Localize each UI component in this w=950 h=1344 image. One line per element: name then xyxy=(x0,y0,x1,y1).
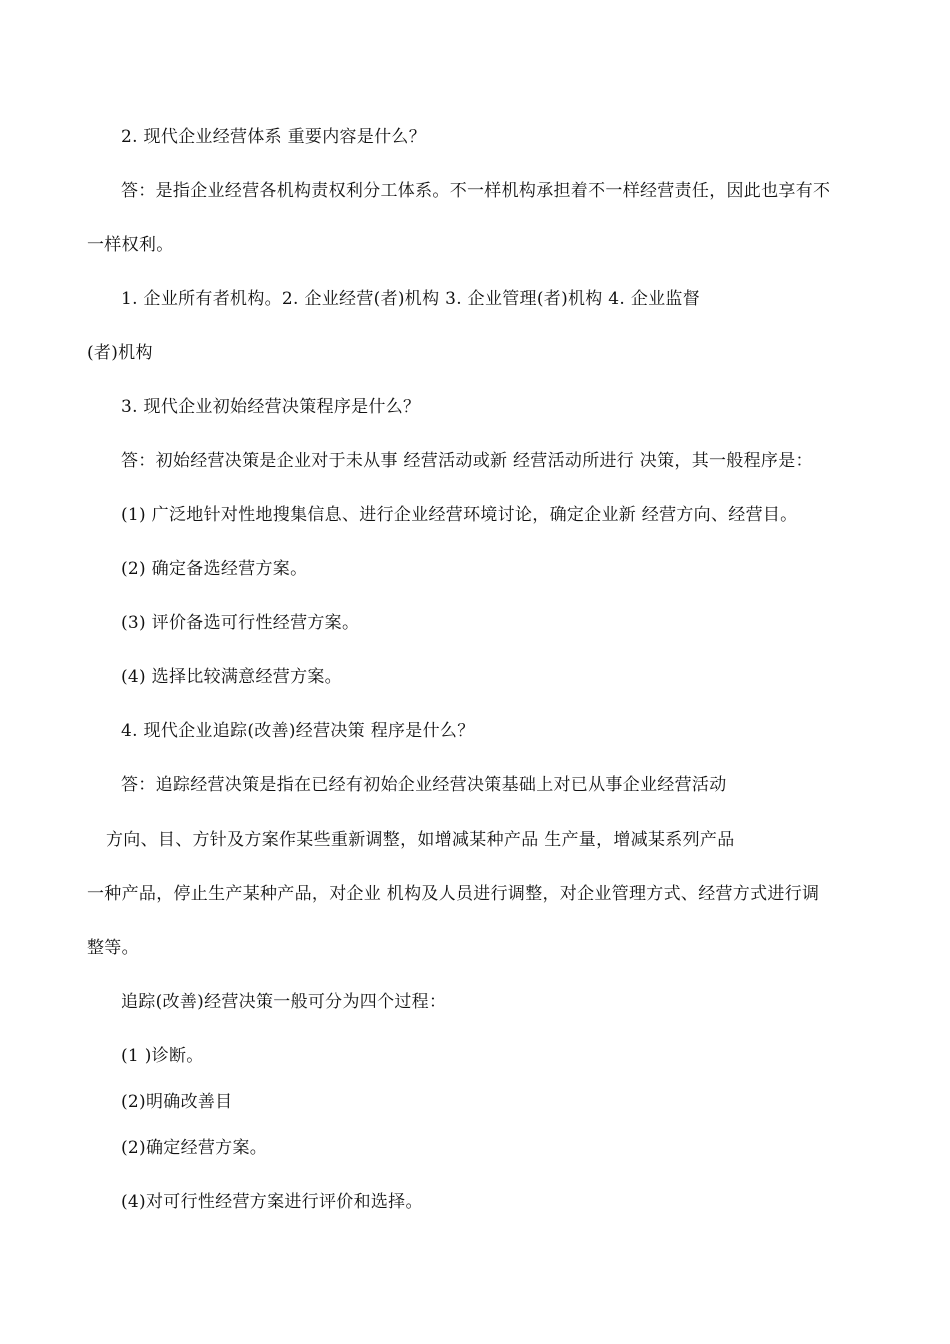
question-3-step-2: (2) 确定备选经营方案。 xyxy=(121,559,308,579)
question-4-answer-line-3: 一种产品，停止生产某种产品，对企业 机构及人员进行调整，对企业管理方式、经营方式进行调 xyxy=(87,884,820,904)
question-3-step-4: (4) 选择比较满意经营方案。 xyxy=(121,667,342,687)
question-3-title: 3. 现代企业初始经营决策程序是什么？ xyxy=(121,397,421,417)
question-4-process-3: (2)确定经营方案。 xyxy=(121,1138,268,1158)
question-3-step-3: (3) 评价备选可行性经营方案。 xyxy=(121,613,360,633)
question-2-list-line-1: 1. 企业所有者机构。2. 企业经营(者)机构 3. 企业管理(者)机构 4. 企业监督 xyxy=(121,289,701,309)
question-4-process-4: (4)对可行性经营方案进行评价和选择。 xyxy=(121,1192,423,1212)
question-3-step-1: (1) 广泛地针对性地搜集信息、进行企业经营环境讨论，确定企业新 经营方向、经营目。 xyxy=(121,505,798,525)
question-3-answer: 答：初始经营决策是企业对于未从事 经营活动或新 经营活动所进行 决策，其一般程序是： xyxy=(121,451,813,471)
question-2-answer-line-1: 答：是指企业经营各机构责权利分工体系。不一样机构承担着不一样经营责任，因此也享有不 xyxy=(121,181,831,201)
question-2-answer-line-2: 一样权利。 xyxy=(87,235,174,255)
question-4-process-intro: 追踪(改善)经营决策一般可分为四个过程： xyxy=(121,992,447,1012)
question-4-answer-line-1: 答：追踪经营决策是指在已经有初始企业经营决策基础上对已从事企业经营活动 xyxy=(121,775,727,795)
question-4-process-2: (2)明确改善目 xyxy=(121,1092,233,1112)
question-4-title: 4. 现代企业追踪(改善)经营决策 程序是什么？ xyxy=(121,721,475,741)
question-2-list-line-2: (者)机构 xyxy=(87,343,153,363)
question-2-title: 2. 现代企业经营体系 重要内容是什么？ xyxy=(121,127,427,147)
question-4-process-1: (1 )诊断。 xyxy=(121,1046,204,1066)
question-4-answer-line-4: 整等。 xyxy=(87,938,139,958)
question-4-answer-line-2: 方向、目、方针及方案作某些重新调整，如增减某种产品 生产量，增减某系列产品 xyxy=(106,830,735,850)
